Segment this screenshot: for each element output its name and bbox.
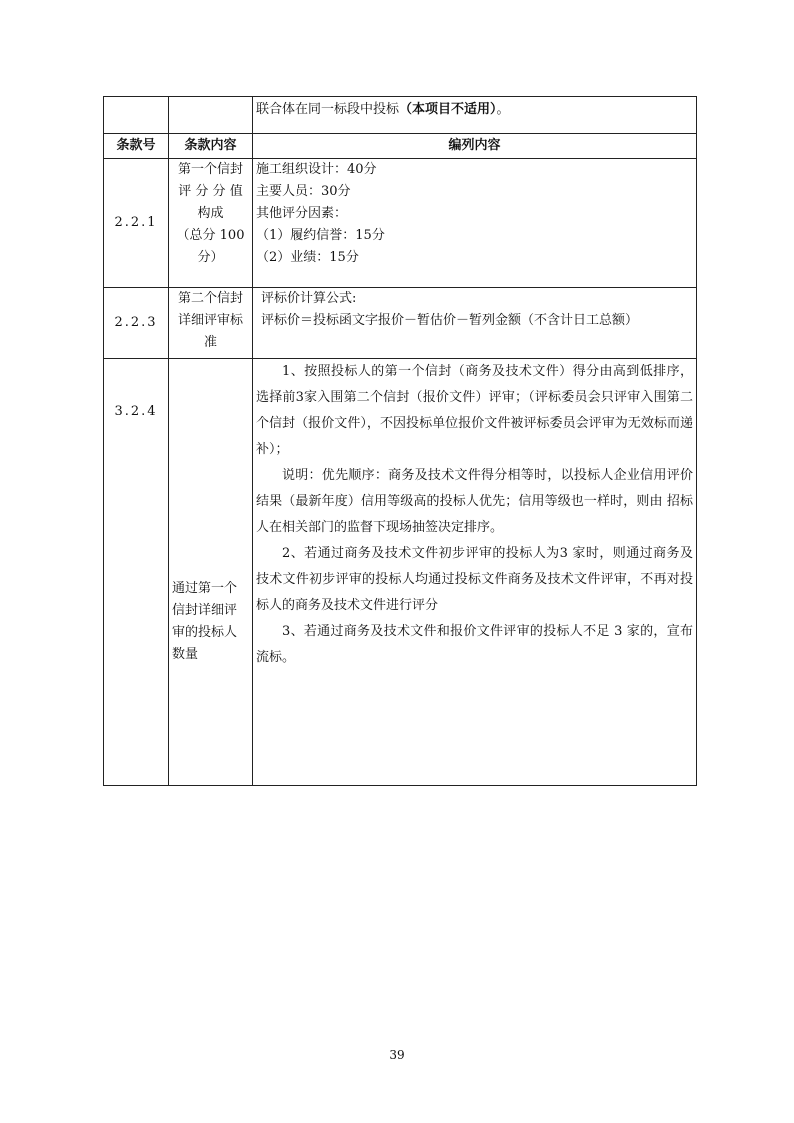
content-line: （1）履约信誉：15分 xyxy=(256,228,385,243)
clause-title-line: （总分 100 xyxy=(176,228,245,243)
content-line: （2）业绩：15分 xyxy=(256,250,359,265)
clause-title xyxy=(169,288,253,359)
content-line: 施工组织设计：40分 xyxy=(256,162,377,177)
clause-title-line: 详细评审标 xyxy=(177,313,243,328)
table-row-continuation xyxy=(104,97,697,134)
clause-content xyxy=(253,359,697,786)
empty-cell xyxy=(104,97,169,134)
table-row xyxy=(104,288,697,359)
rule-paragraph: 3、若通过商务及技术文件和报价文件评审的投标人不足 3 家的，宣布流标。 xyxy=(256,624,693,665)
not-applicable-note: （本项目不适用） xyxy=(399,102,497,117)
rule-paragraph: 1、按照投标人的第一个信封（商务及技术文件）得分由高到低排序，选择前3家入围第二个信封（报价文件）评审；（评标委员会只评审入围第二个信封（报价文件），不因投标单位报价文件被评标委员会评审为无效标而递补）； xyxy=(256,364,693,457)
clause-title-line: 通过第一个 xyxy=(172,581,238,596)
content-line: 其他评分因素： xyxy=(256,206,348,221)
clause-title-line: 第一个信封 xyxy=(177,162,243,177)
page-number: 39 xyxy=(389,1048,405,1062)
clause-content xyxy=(253,159,697,288)
clause-content xyxy=(253,288,697,359)
content-line: 主要人员：30分 xyxy=(256,184,351,199)
clause-number: 2.2.3 xyxy=(104,288,169,359)
header-clause-content: 条款内容 xyxy=(169,134,253,159)
clause-title-line: 构成 xyxy=(197,206,224,221)
rule-paragraph: 2、若通过商务及技术文件初步评审的投标人为3 家时，则通过商务及 技术文件初步评审的投标人均通过投标文件商务及技术文件评审，不再对投标人的商务及技术文件进行评分 xyxy=(256,546,693,613)
clause-title-line: 数量 xyxy=(172,647,199,662)
clause-title-line: 准 xyxy=(203,335,217,350)
continuation-text: 联合体在同一标段中投标 xyxy=(256,102,400,117)
clause-title xyxy=(169,359,253,786)
clause-title-line: 第二个信封 xyxy=(177,291,243,306)
table-row xyxy=(104,359,697,786)
table-row xyxy=(104,159,697,288)
clause-title-line: 分） xyxy=(197,250,224,265)
clause-number: 2.2.1 xyxy=(104,159,169,288)
rule-paragraph: 说明：优先顺序：商务及技术文件得分相等时，以投标人企业信用评价 结果（最新年度）信用等级高的投标人优先；信用等级也一样时，则由 招标人在相关部门的监督下现场抽签决定排序。 xyxy=(256,468,693,535)
continuation-tail: 。 xyxy=(496,102,510,117)
formula-line: 评标价＝投标函文字报价－暂估价－暂列金额（不含计日工总额） xyxy=(261,313,639,328)
content-line: 评标价计算公式: xyxy=(261,291,357,306)
evaluation-table xyxy=(103,96,697,786)
clause-title-line: 审的投标人 xyxy=(172,625,238,640)
clause-title-line: 评 分 分 值 xyxy=(178,184,243,199)
clause-title xyxy=(169,159,253,288)
empty-cell xyxy=(169,97,253,134)
header-compiled-content: 编列内容 xyxy=(253,134,697,159)
clause-title-line: 信封详细评 xyxy=(172,603,238,618)
continuation-cell xyxy=(253,97,697,134)
clause-number: 3.2.4 xyxy=(104,359,169,786)
header-clause-no: 条款号 xyxy=(104,134,169,159)
table-header-row xyxy=(104,134,697,159)
